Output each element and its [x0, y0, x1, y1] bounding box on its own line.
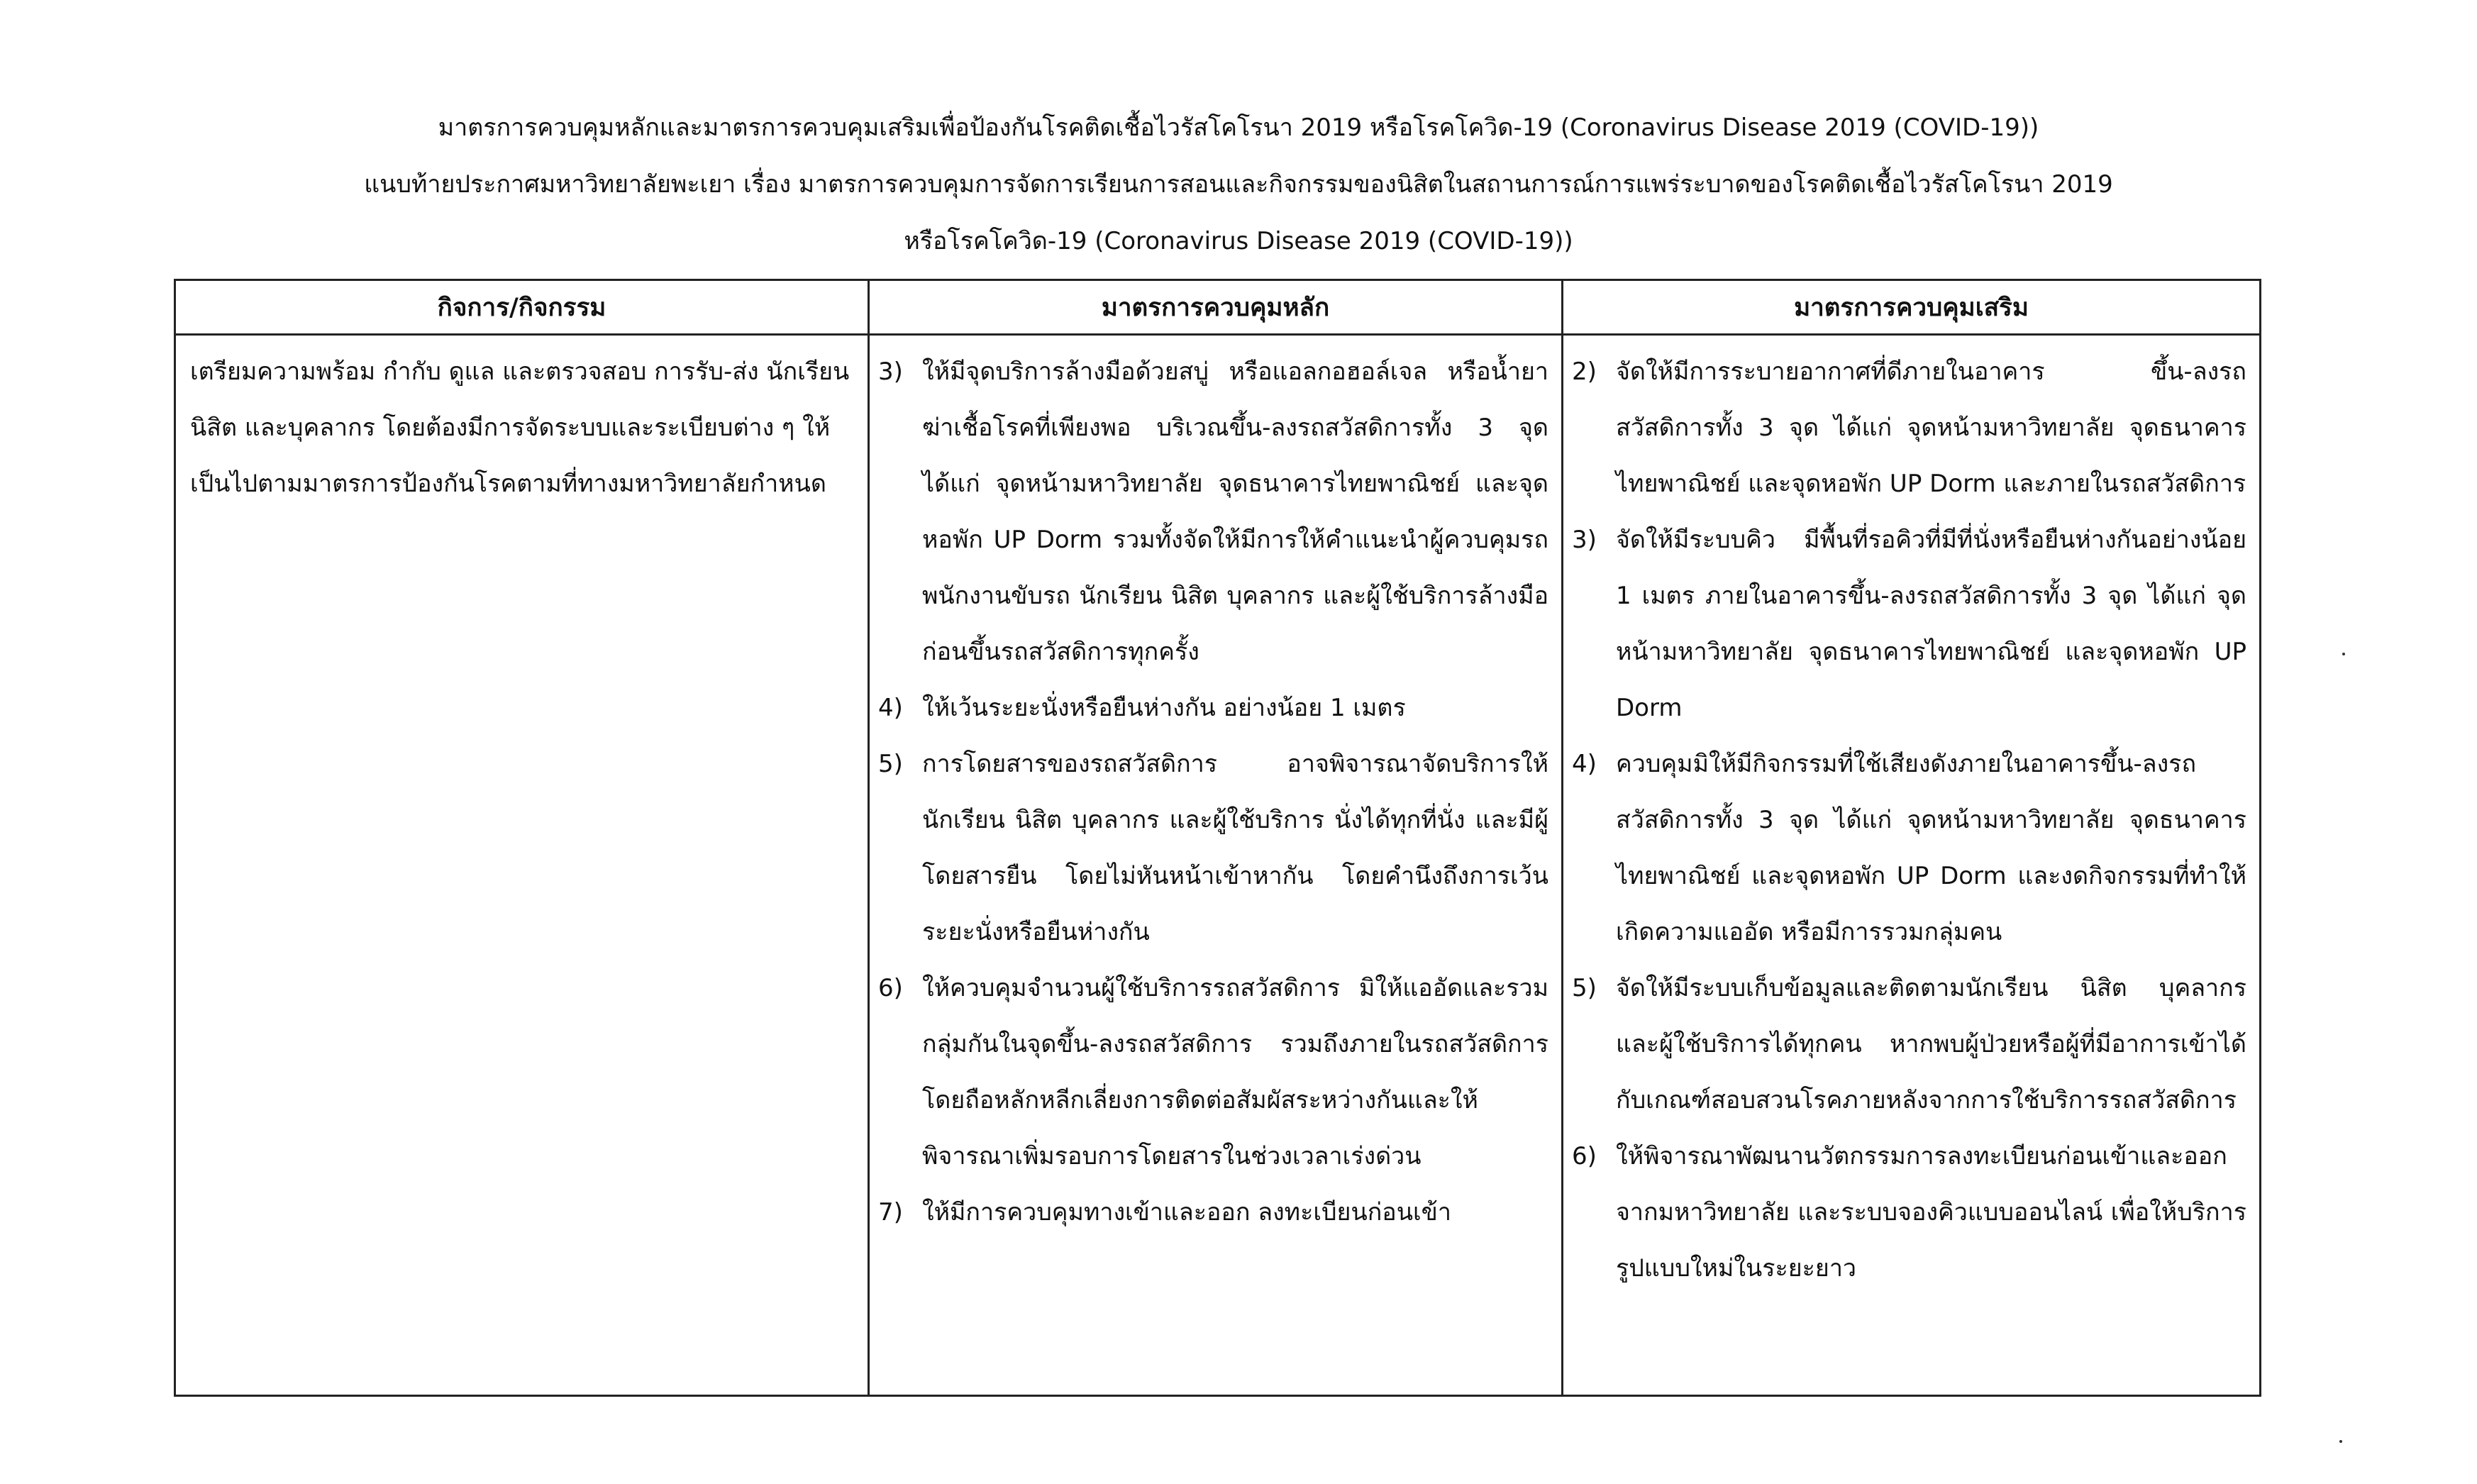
header-line-2: แนบท้ายประกาศมหาวิทยาลัยพะเยา เรื่อง มาตรการควบคุมการจัดการเรียนการสอนและกิจกรรมของนิสิตในสถานการณ์การแพร่ระบาดของโรคติดเชื้อไวรัสโคโรนา 2019 — [364, 170, 2113, 199]
item-text: ให้พิจารณาพัฒนานวัตกรรมการลงทะเบียนก่อนเข้าและออกจากมหาวิทยาลัย และระบบจองคิวแบบออนไลน์ เพื่อให้บริการรูปแบบใหม่ในระยะยาว — [1616, 1142, 2246, 1283]
supplementary-measures-cell — [1563, 335, 2261, 1396]
item-number: 4) — [878, 694, 903, 722]
item-number: 5) — [1572, 974, 1597, 1002]
item-number: 3) — [878, 358, 903, 386]
item-text: จัดให้มีการระบายอากาศที่ดีภายในอาคาร ขึ้น-ลงรถสวัสดิการทั้ง 3 จุด ได้แก่ จุดหน้ามหาวิทยาลัย จุดธนาคารไทยพาณิชย์ และจุดหอพัก UP Dorm และภายในรถสวัสดิการ — [1616, 358, 2246, 498]
item-number: 4) — [1572, 750, 1597, 778]
item-text: ให้เว้นระยะนั่งหรือยืนห่างกัน อย่างน้อย 1 เมตร — [922, 694, 1406, 722]
supplementary-measure-item — [1572, 960, 2246, 1129]
scan-speck — [2342, 653, 2345, 655]
item-number: 2) — [1572, 358, 1597, 386]
main-measure-item — [878, 680, 1548, 736]
table-row — [175, 335, 2261, 1396]
item-number: 6) — [1572, 1142, 1597, 1170]
item-number: 6) — [878, 974, 903, 1002]
activity-text: เตรียมความพร้อม กำกับ ดูแล และตรวจสอบ การรับ-ส่ง นักเรียน นิสิต และบุคลากร โดยต้องมีการจัดระบบและระเบียบต่าง ๆ ให้เป็นไปตามมาตรการป้องกันโรคตามที่ทางมหาวิทยาลัยกำหนด — [190, 358, 850, 498]
supplementary-measure-item — [1572, 344, 2246, 512]
main-measure-item — [878, 344, 1548, 680]
header-line-1: มาตรการควบคุมหลักและมาตรการควบคุมเสริมเพื่อป้องกันโรคติดเชื้อไวรัสโคโรนา 2019 หรือโรคโควิด-19 (Coronavirus Disease 2019 (COVID-19)) — [438, 113, 2039, 142]
item-number: 3) — [1572, 526, 1597, 554]
document-header — [0, 99, 2477, 270]
supplementary-measure-item — [1572, 512, 2246, 736]
main-measure-item — [878, 736, 1548, 960]
item-text: จัดให้มีระบบคิว มีพื้นที่รอคิวที่มีที่นั่งหรือยืนห่างกันอย่างน้อย 1 เมตร ภายในอาคารขึ้น-ลงรถสวัสดิการทั้ง 3 จุด ได้แก่ จุดหน้ามหาวิทยาลัย จุดธนาคารไทยพาณิชย์ และจุดหอพัก UP Dorm — [1616, 526, 2246, 722]
main-measure-item — [878, 1185, 1548, 1241]
item-text: จัดให้มีระบบเก็บข้อมูลและติดตามนักเรียน นิสิต บุคลากร และผู้ใช้บริการได้ทุกคน หากพบผู้ป่วยหรือผู้ที่มีอาการเข้าได้กับเกณฑ์สอบสวนโรคภายหลังจากการใช้บริการรถสวัสดิการ — [1616, 974, 2246, 1114]
column-header-main-measures: มาตรการควบคุมหลัก — [869, 280, 1563, 335]
item-text: ให้มีจุดบริการล้างมือด้วยสบู่ หรือแอลกอฮอล์เจล หรือน้ำยาฆ่าเชื้อโรคที่เพียงพอ บริเวณขึ้น-ลงรถสวัสดิการทั้ง 3 จุด ได้แก่ จุดหน้ามหาวิทยาลัย จุดธนาคารไทยพาณิชย์ และจุดหอพัก UP Dorm รวมทั้งจัดให้มีการให้คำแนะนำผู้ควบคุมรถ พนักงานขับรถ นักเรียน นิสิต บุคลากร และผู้ใช้บริการล้างมือก่อนขึ้นรถสวัสดิการทุกครั้ง — [922, 358, 1548, 666]
item-text: ควบคุมมิให้มีกิจกรรมที่ใช้เสียงดังภายในอาคารขึ้น-ลงรถสวัสดิการทั้ง 3 จุด ได้แก่ จุดหน้ามหาวิทยาลัย จุดธนาคารไทยพาณิชย์ และจุดหอพัก UP Dorm และงดกิจกรรมที่ทำให้เกิดความแออัด หรือมีการรวมกลุ่มคน — [1616, 750, 2246, 946]
item-text: การโดยสารของรถสวัสดิการ อาจพิจารณาจัดบริการให้นักเรียน นิสิต บุคลากร และผู้ใช้บริการ นั่งได้ทุกที่นั่ง และมีผู้โดยสารยืน โดยไม่หันหน้าเข้าหากัน โดยคำนึงถึงการเว้นระยะนั่งหรือยืนห่างกัน — [922, 750, 1548, 946]
main-measures-cell — [869, 335, 1563, 1396]
measures-table — [174, 279, 2261, 1397]
table-header-row — [175, 280, 2261, 335]
column-header-supplementary-measures: มาตรการควบคุมเสริม — [1563, 280, 2261, 335]
scan-speck — [2339, 1440, 2342, 1443]
activity-cell — [175, 335, 869, 1396]
supplementary-measure-item — [1572, 1129, 2246, 1297]
supplementary-measure-item — [1572, 736, 2246, 960]
item-text: ให้ควบคุมจำนวนผู้ใช้บริการรถสวัสดิการ มิให้แออัดและรวมกลุ่มกันในจุดขึ้น-ลงรถสวัสดิการ รวมถึงภายในรถสวัสดิการ โดยถือหลักหลีกเลี่ยงการติดต่อสัมผัสระหว่างกันและให้พิจารณาเพิ่มรอบการโดยสารในช่วงเวลาเร่งด่วน — [922, 974, 1548, 1170]
column-header-activity: กิจการ/กิจกรรม — [175, 280, 869, 335]
item-number: 5) — [878, 750, 903, 778]
main-measure-item — [878, 960, 1548, 1185]
header-line-3: หรือโรคโควิด-19 (Coronavirus Disease 2019 (COVID-19)) — [904, 227, 1573, 255]
item-number: 7) — [878, 1198, 903, 1226]
item-text: ให้มีการควบคุมทางเข้าและออก ลงทะเบียนก่อนเข้า — [922, 1198, 1451, 1226]
